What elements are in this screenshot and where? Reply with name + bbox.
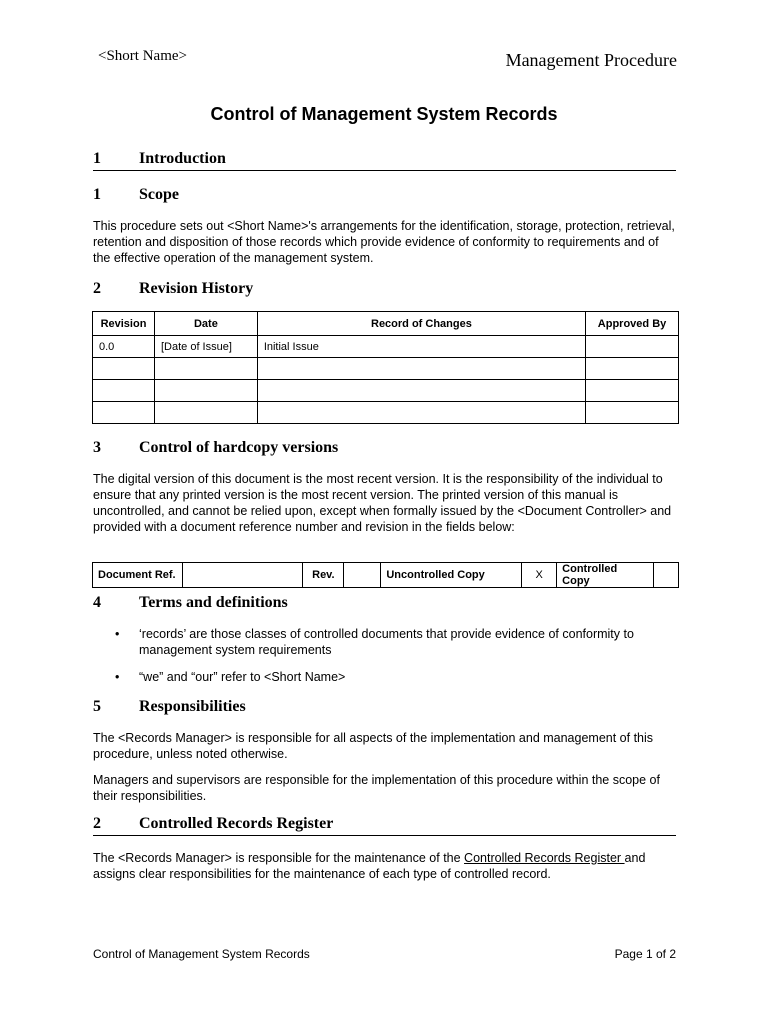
heading-text: Scope <box>139 186 179 203</box>
table-row <box>93 358 679 380</box>
column-header: Revision <box>93 312 155 336</box>
heading-number: 2 <box>93 280 101 297</box>
heading-scope <box>93 186 179 204</box>
uncontrolled-copy-label: Uncontrolled Copy <box>381 563 522 588</box>
heading-introduction <box>93 150 676 171</box>
doc-ref-label: Document Ref. <box>93 563 183 588</box>
document-reference-table <box>92 562 679 588</box>
rev-field <box>344 563 381 588</box>
register-paragraph <box>93 850 678 882</box>
table-cell <box>586 358 679 380</box>
table-cell <box>257 402 585 424</box>
heading-number: 5 <box>93 698 101 715</box>
column-header: Date <box>154 312 257 336</box>
table-cell <box>257 380 585 402</box>
heading-number: 1 <box>93 150 101 167</box>
list-item-text: ‘records’ are those classes of controlled documents that provide evidence of conformity to management system requirements <box>139 627 634 657</box>
controlled-copy-label: Controlled Copy <box>557 563 653 588</box>
controlled-copy-mark <box>653 563 678 588</box>
list-item <box>93 626 678 658</box>
table-row <box>93 402 679 424</box>
heading-responsibilities <box>93 698 246 716</box>
document-reference-row <box>93 563 679 588</box>
heading-number: 3 <box>93 439 101 456</box>
table-cell <box>93 380 155 402</box>
column-header: Record of Changes <box>257 312 585 336</box>
column-header: Approved By <box>586 312 679 336</box>
heading-text: Terms and definitions <box>139 594 288 611</box>
heading-register <box>93 815 676 836</box>
responsibilities-paragraph-2: Managers and supervisors are responsible for the implementation of this procedure within the scope of their responsibilities. <box>93 773 660 803</box>
controlled-records-register-link[interactable]: Controlled Records Register <box>464 851 625 865</box>
rev-label: Rev. <box>303 563 344 588</box>
table-cell <box>154 380 257 402</box>
heading-text: Revision History <box>139 280 254 297</box>
table-cell <box>93 402 155 424</box>
table-cell: 0.0 <box>93 336 155 358</box>
scope-paragraph: This procedure sets out <Short Name>'s arrangements for the identification, storage, protection, retrieval, retention and disposition of those records which provide evidence of conformity to requirements and of the effective operation of the management system. <box>93 219 675 265</box>
footer-title: Control of Management System Records <box>93 947 310 961</box>
heading-terms <box>93 594 288 612</box>
table-cell <box>93 358 155 380</box>
table-cell: Initial Issue <box>257 336 585 358</box>
heading-number: 4 <box>93 594 101 611</box>
responsibilities-paragraph-1: The <Records Manager> is responsible for all aspects of the implementation and management of this procedure, unless noted otherwise. <box>93 731 654 761</box>
heading-text: Control of hardcopy versions <box>139 439 339 456</box>
bullet-marker: • <box>115 670 120 684</box>
footer-page-number: Page 1 of 2 <box>614 947 676 961</box>
list-item <box>93 669 678 685</box>
table-cell <box>586 402 679 424</box>
hardcopy-paragraph: The digital version of this document is the most recent version. It is the responsibility of the individual to ensure that any printed version is the most recent version. The printed version of this manual is uncontrolled, and cannot be relied upon, except when formally issued by the <Document Controller> and provided with a document reference number and revision in the fields below: <box>93 472 672 534</box>
header-doc-type: Management Procedure <box>505 50 677 70</box>
table-cell <box>586 380 679 402</box>
document-title: Control of Management System Records <box>210 104 558 124</box>
heading-number: 1 <box>93 186 101 203</box>
heading-hardcopy <box>93 439 338 457</box>
table-row <box>93 380 679 402</box>
list-item-text: “we” and “our” refer to <Short Name> <box>139 670 346 684</box>
table-cell <box>586 336 679 358</box>
heading-text: Responsibilities <box>139 698 246 715</box>
table-cell <box>257 358 585 380</box>
heading-text: Introduction <box>139 150 226 167</box>
register-text-after: and assigns clear responsibilities for the maintenance of each type of controlled record. <box>93 851 646 881</box>
doc-ref-field <box>183 563 303 588</box>
revision-history-table <box>92 311 679 424</box>
heading-revision-history <box>93 280 253 298</box>
table-header-row <box>93 312 679 336</box>
register-text-before: The <Records Manager> is responsible for the maintenance of the <box>93 851 465 865</box>
uncontrolled-copy-mark: X <box>522 563 557 588</box>
bullet-marker: • <box>115 627 120 641</box>
header-short-name: <Short Name> <box>98 48 187 64</box>
heading-text: Controlled Records Register <box>139 815 334 832</box>
terms-list <box>93 626 678 696</box>
heading-number: 2 <box>93 815 101 832</box>
table-row <box>93 336 679 358</box>
table-cell <box>154 402 257 424</box>
table-cell <box>154 358 257 380</box>
table-cell: [Date of Issue] <box>154 336 257 358</box>
